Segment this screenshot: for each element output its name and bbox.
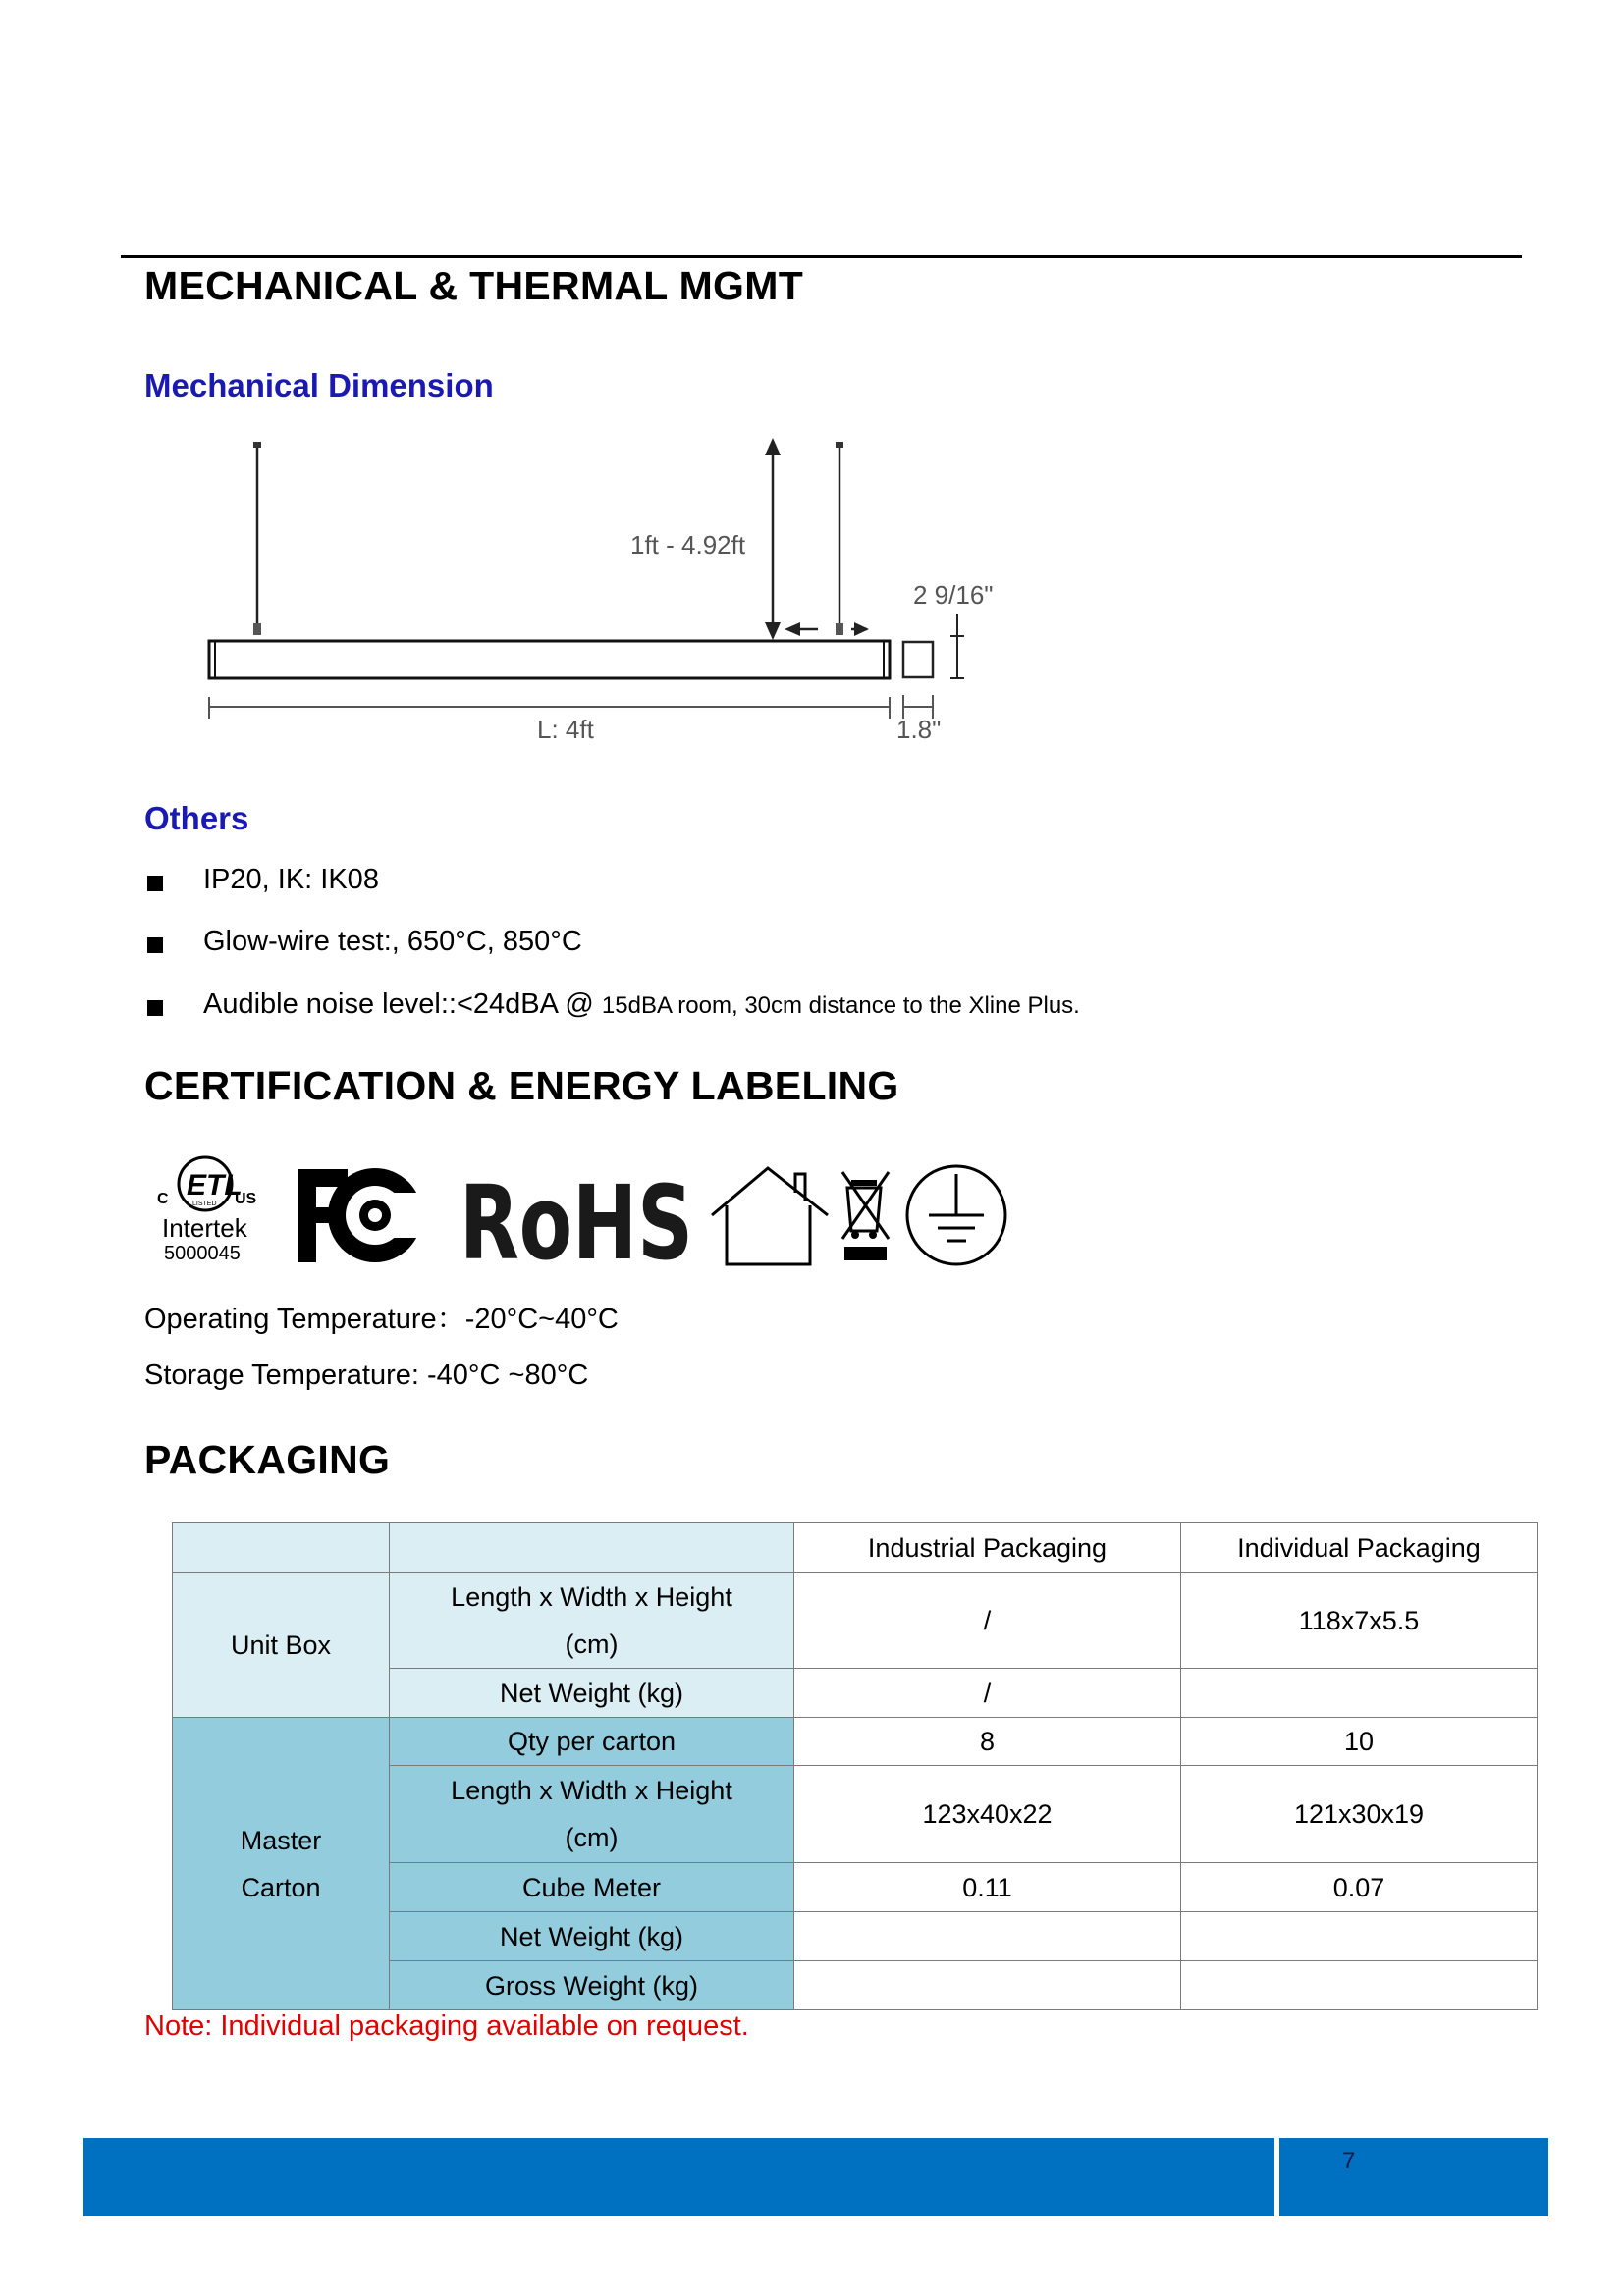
table-cell	[1181, 1961, 1538, 2010]
table-header-cell	[390, 1523, 794, 1573]
table-cell: 0.11	[794, 1863, 1181, 1912]
master-carton-label: Master Carton	[173, 1718, 390, 2010]
operating-temperature: Operating Temperature：-20°C~40°C	[144, 1304, 619, 1335]
bullet-square-icon	[147, 1000, 163, 1016]
individual-packaging-header: Individual Packaging	[1181, 1523, 1538, 1573]
packaging-heading: PACKAGING	[144, 1437, 391, 1482]
etl-intertek-text: Intertek	[162, 1213, 247, 1243]
etl-intertek-logo	[157, 1157, 257, 1264]
row-label: Cube Meter	[390, 1863, 794, 1912]
row-label: Qty per carton	[390, 1718, 794, 1766]
table-cell: 10	[1181, 1718, 1538, 1766]
footer-bar	[83, 2138, 1274, 2216]
row-label: Length x Width x Height (cm)	[390, 1766, 794, 1863]
table-header-row	[173, 1523, 1538, 1573]
industrial-packaging-header: Industrial Packaging	[794, 1523, 1181, 1573]
mechanical-dimension-heading: Mechanical Dimension	[144, 367, 494, 403]
etl-listed-text: LISTED	[192, 1201, 217, 1207]
svg-text:ETL: ETL	[187, 1169, 243, 1201]
etl-us-mark: US	[235, 1191, 257, 1207]
table-cell	[1181, 1669, 1538, 1718]
table-cell: /	[794, 1573, 1181, 1669]
bullet-square-icon	[147, 937, 163, 953]
packaging-note: Note: Individual packaging available on request.	[144, 2010, 749, 2042]
table-row	[173, 1718, 1538, 1766]
table-cell	[794, 1961, 1181, 2010]
page-number: 7	[1342, 2148, 1356, 2174]
table-cell: 121x30x19	[1181, 1766, 1538, 1863]
table-cell: 118x7x5.5	[1181, 1573, 1538, 1669]
ip-ik-rating: IP20, IK: IK08	[203, 864, 379, 895]
length-label: L: 4ft	[537, 715, 594, 744]
top-rule	[121, 255, 1522, 258]
table-header-cell	[173, 1523, 390, 1573]
etl-c-mark: C	[157, 1191, 169, 1207]
rohs-logo: RoHS	[460, 1163, 693, 1276]
table-cell	[794, 1912, 1181, 1961]
table-cell: /	[794, 1669, 1181, 1718]
table-row	[173, 1573, 1538, 1669]
indoor-use-house-icon	[712, 1168, 828, 1264]
table-cell	[1181, 1912, 1538, 1961]
others-heading: Others	[144, 800, 249, 836]
table-cell: 123x40x22	[794, 1766, 1181, 1863]
storage-temperature: Storage Temperature: -40°C ~80°C	[144, 1360, 589, 1391]
mechanical-thermal-heading: MECHANICAL & THERMAL MGMT	[144, 263, 804, 308]
etl-number: 5000045	[164, 1243, 241, 1264]
row-label: Net Weight (kg)	[390, 1912, 794, 1961]
certification-logos	[157, 1148, 1041, 1276]
packaging-table	[172, 1522, 1538, 2010]
fcc-logo	[298, 1168, 431, 1262]
row-label: Length x Width x Height (cm)	[390, 1573, 794, 1669]
audible-noise-detail: 15dBA room, 30cm distance to the Xline Plus.	[601, 992, 1080, 1019]
row-label: Net Weight (kg)	[390, 1669, 794, 1718]
table-cell: 8	[794, 1718, 1181, 1766]
suspension-length-label: 1ft - 4.92ft	[630, 530, 746, 560]
footer-page-box	[1279, 2138, 1548, 2216]
profile-width-label: 1.8"	[896, 715, 942, 744]
row-label: Gross Weight (kg)	[390, 1961, 794, 2010]
weee-crossed-bin-icon	[842, 1172, 889, 1260]
profile-height-label: 2 9/16"	[913, 580, 994, 610]
glow-wire-test: Glow-wire test:, 650°C, 850°C	[203, 926, 582, 957]
protective-earth-icon	[907, 1166, 1005, 1264]
audible-noise-level: Audible noise level::<24dBA @ 15dBA room, 30cm distance to the Xline Plus.	[203, 988, 1080, 1020]
table-cell: 0.07	[1181, 1863, 1538, 1912]
certification-heading: CERTIFICATION & ENERGY LABELING	[144, 1063, 899, 1108]
bullet-square-icon	[147, 876, 163, 891]
mechanical-dimension-diagram	[191, 432, 1056, 756]
unit-box-label: Unit Box	[173, 1573, 390, 1718]
